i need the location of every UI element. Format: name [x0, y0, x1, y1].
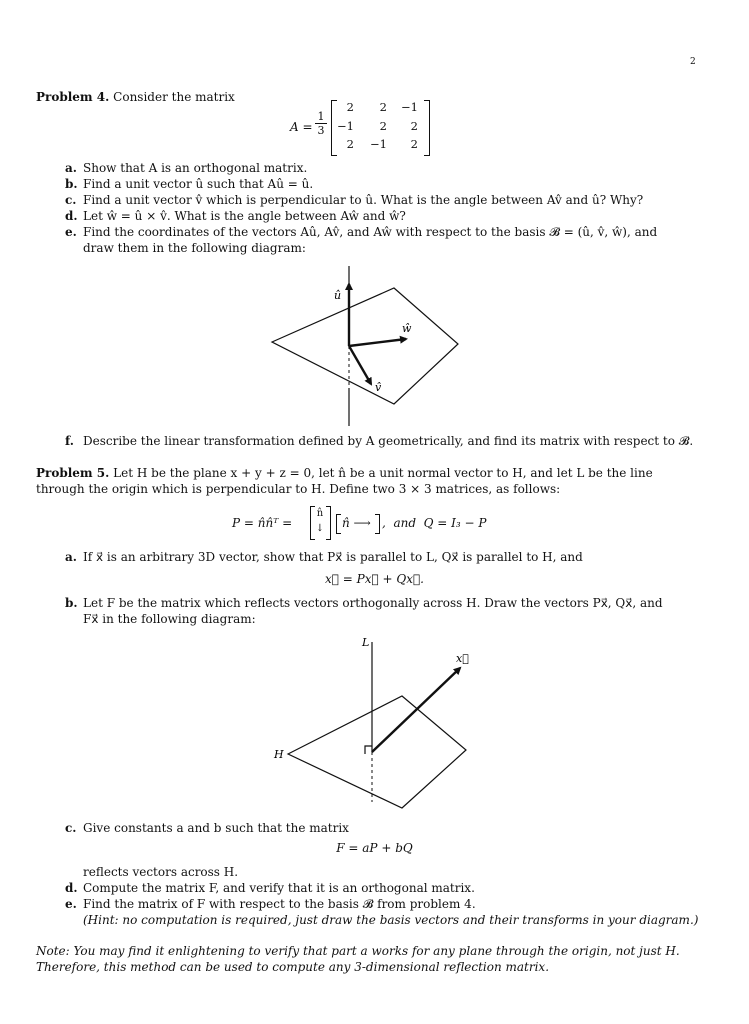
p4-item-f — [65, 434, 705, 450]
matrix-cell: 2 — [346, 100, 354, 114]
problem-5-intro-2: through the origin which is perpendicular to H. Define two 3 × 3 matrices, as follows: — [36, 482, 561, 496]
p4-item-a — [65, 161, 705, 177]
col-vector-arrow: ↓ — [315, 523, 325, 534]
right-angle-mark — [365, 746, 372, 754]
def-p: P = n̂n̂ᵀ = — [232, 516, 293, 530]
item-text: Let ŵ = û × v̂. What is the angle between Aŵ and ŵ? — [83, 209, 406, 223]
matrix-cell: 2 — [410, 137, 418, 151]
matrix-lhs: A = — [290, 120, 313, 134]
problem-4-title: Problem 4. — [36, 90, 110, 104]
item-text: Show that A is an orthogonal matrix. — [83, 161, 308, 175]
x-label: x⃗ — [456, 652, 469, 665]
basis-diagram — [260, 262, 460, 430]
p5-item-d — [65, 881, 705, 897]
h-label: H — [274, 748, 284, 761]
problem-4-intro: Consider the matrix — [113, 90, 235, 104]
item-label: e. — [65, 897, 77, 911]
matrix-cell: −1 — [370, 137, 387, 151]
matrix-cell: 2 — [410, 119, 418, 133]
row-vector: n̂ ⟶ — [342, 516, 371, 530]
p5-item-a — [65, 550, 705, 566]
problem-5-intro-1: Let H be the plane x + y + z = 0, let n̂ be a unit normal vector to H, and let L be the line — [113, 466, 653, 480]
fraction-numerator: 1 — [317, 110, 325, 123]
p4-item-d — [65, 209, 705, 225]
item-label: f. — [65, 434, 74, 448]
matrix-cell: 2 — [379, 119, 387, 133]
matrix-cell: −1 — [401, 100, 418, 114]
problem-5-header — [36, 466, 716, 482]
note-line-1: Note: You may find it enlightening to verify that part a works for any plane through the origin, not just H. — [36, 944, 680, 958]
v-label: v̂ — [375, 381, 382, 394]
p4-item-e — [65, 225, 705, 241]
p5-item-c — [65, 821, 705, 837]
item-label: b. — [65, 177, 78, 191]
plane-h — [288, 696, 466, 808]
p5-hint: (Hint: no computation is required, just draw the basis vectors and their transforms in your diagram.) — [83, 913, 699, 927]
item-text: Find a unit vector v̂ which is perpendicular to û. What is the angle between Av̂ and û? Why? — [83, 193, 644, 207]
col-bracket-right — [326, 506, 331, 540]
page-number: 2 — [690, 57, 696, 67]
x-vector — [372, 668, 460, 752]
p5-item-c-cont: reflects vectors across H. — [83, 865, 239, 879]
p4-item-e-cont: draw them in the following diagram: — [83, 241, 306, 255]
right-bracket — [424, 100, 430, 156]
w-vector — [349, 339, 406, 346]
reflection-diagram — [268, 632, 478, 818]
item-label: b. — [65, 596, 78, 610]
f-formula: F = aP + bQ — [336, 841, 413, 855]
item-text: Find the coordinates of the vectors Aû, Av̂, and Aŵ with respect to the basis 𝓑 = (û, v̂, ŵ), and — [83, 225, 658, 239]
column-vector — [314, 506, 326, 536]
item-text: Let F be the matrix which reflects vectors orthogonally across H. Draw the vectors Px⃗, Qx⃗, and — [83, 596, 663, 610]
w-label: ŵ — [402, 322, 412, 335]
item-label: a. — [65, 550, 77, 564]
item-text: Find a unit vector û such that Aû = û. — [83, 177, 314, 191]
p5-item-b — [65, 596, 705, 612]
p4-item-b — [65, 177, 705, 193]
item-label: c. — [65, 821, 77, 835]
v-vector — [349, 346, 371, 384]
col-vector-top: n̂ — [316, 508, 324, 519]
item-label: c. — [65, 193, 77, 207]
item-label: e. — [65, 225, 77, 239]
p5-item-b-cont: Fx⃗ in the following diagram: — [83, 612, 256, 626]
item-text: If x⃗ is an arbitrary 3D vector, show that Px⃗ is parallel to L, Qx⃗ is parallel to H, and — [83, 550, 583, 564]
item-text: Give constants a and b such that the matrix — [83, 821, 349, 835]
def-q: , and Q = I₃ − P — [382, 516, 487, 530]
item-label: d. — [65, 881, 78, 895]
plane-rhombus — [272, 288, 458, 404]
p5-item-e — [65, 897, 705, 913]
matrix-cell: 2 — [379, 100, 387, 114]
matrix-a — [290, 100, 450, 156]
matrix-cell: 2 — [346, 137, 354, 151]
p4-item-c — [65, 193, 705, 209]
p5-decomposition: x⃗ = Px⃗ + Qx⃗. — [325, 572, 424, 586]
l-label: L — [362, 636, 370, 649]
row-bracket-left — [336, 514, 341, 534]
row-bracket-right — [375, 514, 380, 534]
item-label: a. — [65, 161, 77, 175]
matrix-cell: −1 — [337, 119, 354, 133]
item-text: Find the matrix of F with respect to the basis 𝓑 from problem 4. — [83, 897, 476, 911]
item-text: Compute the matrix F, and verify that it is an orthogonal matrix. — [83, 881, 475, 895]
item-text: Describe the linear transformation defined by A geometrically, and find its matrix with respect to 𝓑. — [83, 434, 694, 448]
note-line-2: Therefore, this method can be used to compute any 3-dimensional reflection matrix. — [36, 960, 550, 974]
problem-5-title: Problem 5. — [36, 466, 110, 480]
fraction-denominator: 3 — [315, 123, 327, 137]
pq-definition — [232, 506, 532, 542]
u-label: û — [334, 289, 342, 302]
item-label: d. — [65, 209, 78, 223]
